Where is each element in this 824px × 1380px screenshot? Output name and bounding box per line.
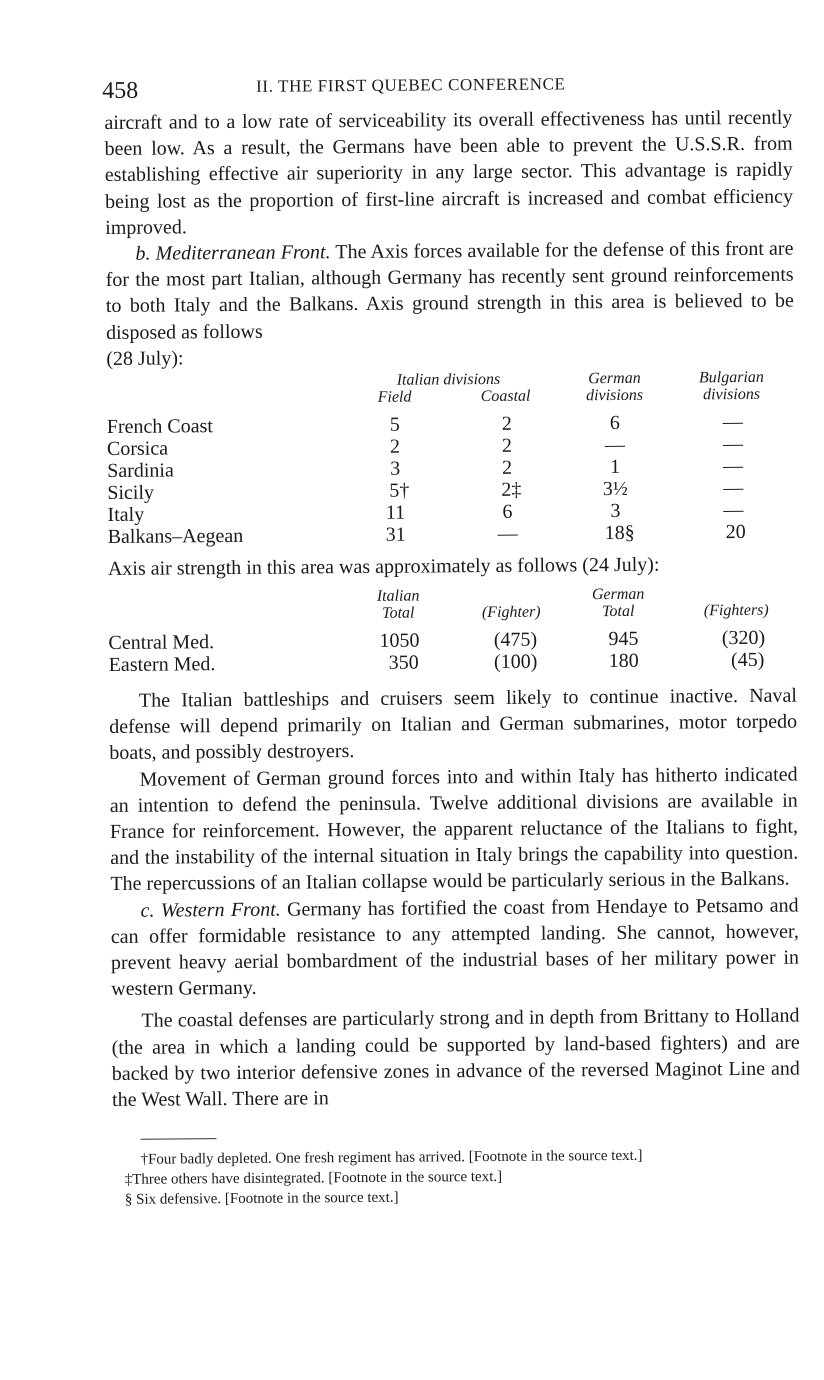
cell-bulgarian: — (723, 476, 744, 499)
cell-german: — (604, 433, 626, 456)
paragraph-mediterranean-front (105, 236, 794, 346)
cell-italian-total: 1050 (379, 629, 420, 652)
footnote-dagger: †Four badly depleted. One fresh regiment has arrived. [Footnote in the source text.] (140, 1148, 643, 1169)
paragraph-mediterranean-text: The Axis forces available for the defense of this front are for the most part Italian, although Germany has recently sent ground reinforcements to both Italy and the Balkans. Axis ground strength in this area is believed to be disposed as follows (105, 237, 794, 344)
air-strength-intro: Axis air strength in this area was approximately as follows (24 July): (107, 553, 660, 580)
cell-coastal: 2 (501, 434, 513, 457)
cell-italian-fighter: (475) (493, 628, 538, 651)
row-label: Central Med. (108, 631, 215, 655)
cell-german: 18§ (604, 521, 635, 544)
paragraph-german-movement: Movement of German ground forces into and within Italy has hitherto indicated an intention to defend the peninsula. Twelve additional divisions are available in France for reinforcement. However, the apparent reluctance of the Italians to fight, and the instability of the internal situation in Italy brings the capability into question. The repercussions of an Italian collapse would be particularly serious in the Balkans. (109, 763, 799, 896)
cell-coastal: — (497, 522, 518, 545)
paragraph-western-text: Germany has fortified the coast from Hendaye to Petsamo and can offer formidable resistance to any attempted landing. She cannot, however, prevent heavy aerial bombardment of the industrial bases of her military power in western Germany. (110, 894, 800, 1001)
paragraph-coastal-defenses: The coastal defenses are particularly strong and in depth from Brittany to Holland (the area in which a landing could be supported by land-based fighters) and are backed by two interior defensive zones in advance of the reversed Maginot Line and the West Wall. There are in (111, 1005, 800, 1112)
air-strength-table (108, 583, 797, 680)
header-german-fighters: (Fighters) (703, 601, 769, 620)
header-german-total: Total (602, 602, 635, 621)
paragraph-western-front (111, 892, 800, 1002)
cell-german-total: 945 (608, 627, 639, 651)
cell-field: 2 (389, 435, 401, 458)
cell-coastal: 6 (502, 500, 513, 523)
cell-italian-fighter: (100) (493, 650, 538, 673)
header-coastal: Coastal (480, 387, 531, 405)
row-label: French Coast (106, 414, 213, 438)
footnote-rule (140, 1138, 216, 1140)
row-label: Sardinia (107, 459, 174, 482)
header-german: German (591, 585, 645, 604)
cell-coastal: 2‡ (501, 478, 522, 501)
cell-field: 11 (385, 501, 406, 524)
page-header (104, 65, 792, 110)
cell-german: 3½ (602, 477, 628, 500)
cell-field: 31 (385, 523, 406, 546)
header-german-2: divisions (586, 386, 644, 405)
footnote-section: § Six defensive. [Footnote in the source text.] (124, 1190, 399, 1209)
document-page (104, 65, 801, 1211)
header-italian-fighter: (Fighter) (481, 603, 541, 622)
cell-german-total: 180 (608, 649, 639, 673)
row-label: Sicily (107, 481, 155, 504)
cell-coastal: 2 (501, 412, 512, 435)
row-label: Eastern Med. (108, 653, 216, 677)
ground-date-label: (28 July): (106, 347, 184, 370)
row-label: Italy (107, 503, 145, 526)
cell-field: 5† (389, 479, 410, 502)
cell-bulgarian: 20 (725, 520, 746, 543)
row-label: Corsica (106, 437, 169, 460)
paragraph-air-effectiveness: aircraft and to a low rate of serviceability its overall effectiveness has until recently been low. As a result, the Germans have been able to prevent the U.S.S.R. from establishing effective air superiority in any large sector. This advantage is rapidly being lost as the proportion of first-line aircraft is increased and combat efficiency improved. (104, 106, 794, 239)
page-number: 458 (102, 77, 139, 105)
cell-bulgarian: — (722, 410, 743, 433)
cell-bulgarian: — (723, 498, 744, 521)
header-italian-divisions: Italian divisions (396, 370, 501, 389)
cell-german: 6 (609, 411, 620, 434)
running-head: II. THE FIRST QUEBEC CONFERENCE (256, 74, 566, 96)
section-heading-western: c. Western Front. (140, 898, 281, 922)
cell-field: 5 (389, 413, 400, 436)
ground-strength-table (106, 368, 795, 549)
header-bulgarian-2: divisions (703, 385, 761, 404)
header-italian: Italian (376, 587, 420, 605)
cell-bulgarian: — (723, 454, 744, 477)
row-label: Balkans–Aegean (107, 524, 244, 548)
footnote-double-dagger: ‡Three others have disintegrated. [Footnote in the source text.] (124, 1169, 503, 1189)
cell-coastal: 2 (502, 456, 513, 479)
footnotes (112, 1134, 801, 1210)
header-field: Field (377, 388, 412, 406)
header-german-1: German (588, 369, 641, 388)
cell-italian-total: 350 (388, 651, 419, 674)
cell-german: 3 (610, 499, 621, 522)
cell-german: 1 (610, 455, 621, 478)
section-heading-mediterranean: b. Mediterranean Front. (135, 241, 331, 265)
cell-german-fighters: (320) (721, 626, 766, 650)
header-bulgarian-1: Bulgarian (698, 368, 764, 387)
cell-german-fighters: (45) (730, 648, 765, 672)
paragraph-naval: The Italian battleships and cruisers seem likely to continue inactive. Naval defense will depend primarily on Italian and German submarines, motor torpedo boats, and possibly destroyers. (109, 684, 798, 765)
cell-bulgarian: — (722, 432, 744, 455)
cell-field: 3 (390, 457, 401, 480)
header-italian-total: Total (382, 604, 415, 622)
